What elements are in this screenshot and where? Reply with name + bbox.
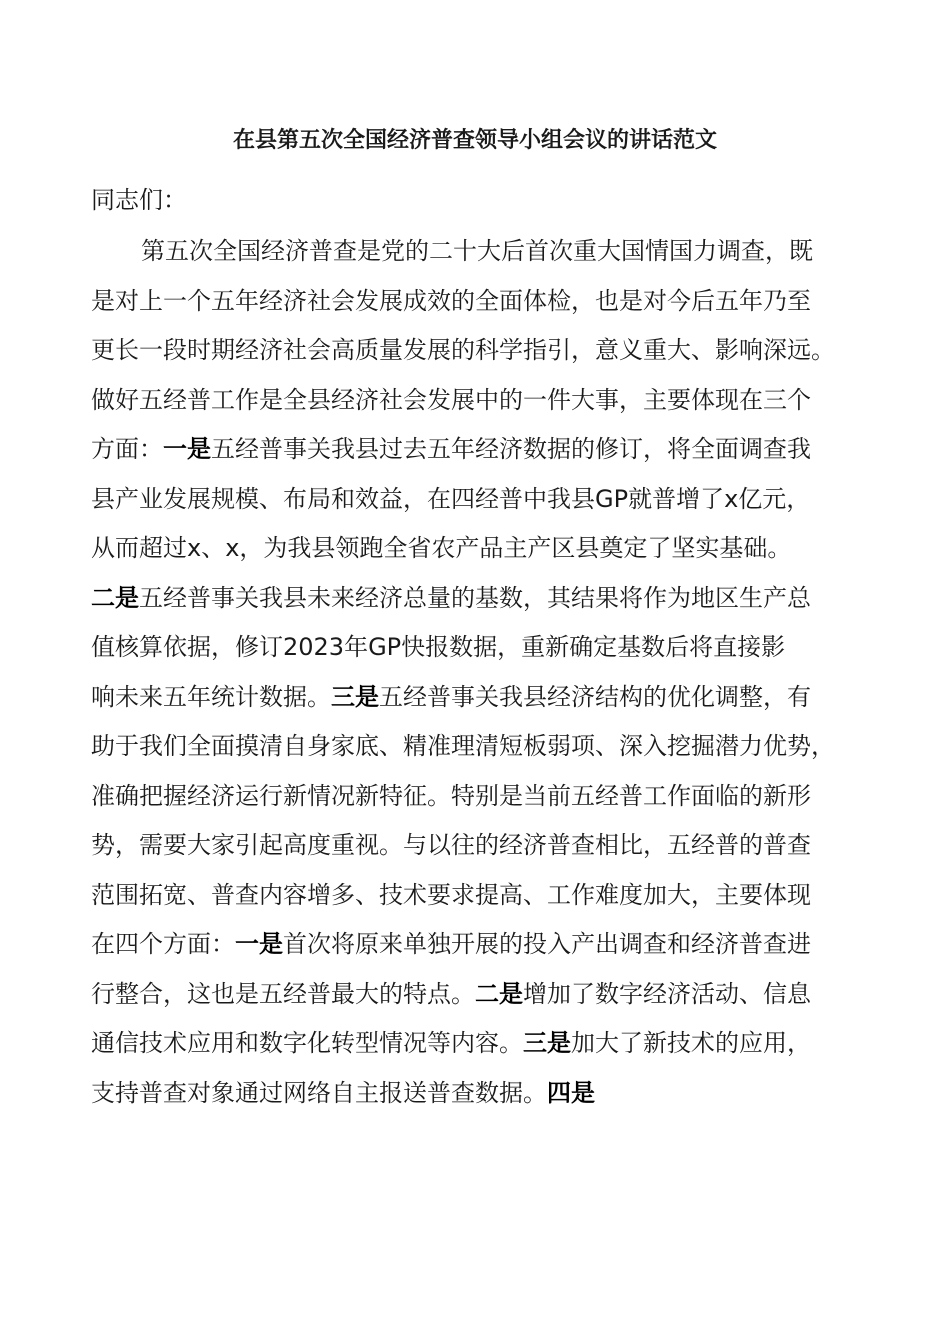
text-line — [91, 277, 881, 327]
body-paragraph — [91, 227, 881, 1118]
text-segment: 势，需要大家引起高度重视。与以往的经济普查相比，五经普的普查 — [91, 831, 811, 859]
text-segment: 在四个方面： — [91, 930, 235, 958]
text-line — [91, 425, 881, 475]
text-segment: 通信技术应用和数字化转型情况等内容。 — [91, 1029, 523, 1057]
text-segment: 从而超过x、x，为我县领跑全省农产品主产区县奠定了坚实基础。 — [91, 534, 792, 562]
document-title: 在县第五次全国经济普查领导小组会议的讲话范文 — [232, 128, 717, 153]
text-line — [91, 871, 881, 921]
text-segment: 更长一段时期经济社会高质量发展的科学指引，意义重大、影响深远。 — [91, 336, 835, 364]
text-segment: 支持普查对象通过网络自主报送普查数据。 — [91, 1078, 547, 1107]
text-segment: 第五次全国经济普查是党的二十大后首次重大国情国力调查，既 — [141, 237, 813, 265]
text-line — [91, 772, 881, 822]
bold-marker: 三是 — [331, 682, 379, 711]
text-segment: 增加了数字经济活动、信息 — [523, 979, 811, 1008]
text-segment: 五经普事关我县过去五年经济数据的修订，将全面调查我 — [211, 435, 811, 463]
text-segment: 五经普事关我县经济结构的优化调整，有 — [379, 682, 811, 711]
text-segment: 响未来五年统计数据。 — [91, 682, 331, 711]
bold-marker: 二是 — [475, 979, 523, 1008]
text-line — [91, 673, 881, 723]
text-line — [91, 1069, 881, 1119]
bold-marker: 三是 — [523, 1029, 571, 1057]
text-segment: 五经普事关我县未来经济总量的基数，其结果将作为地区生产总 — [139, 583, 811, 612]
text-line — [91, 574, 881, 624]
bold-marker: 二是 — [91, 583, 139, 612]
text-segment: 是对上一个五年经济社会发展成效的全面体检，也是对今后五年乃至 — [91, 286, 811, 315]
text-segment: 加大了新技术的应用， — [571, 1029, 811, 1057]
text-segment: 值核算依据，修订2023年GP快报数据，重新确定基数后将直接影 — [91, 633, 786, 661]
text-line — [91, 623, 881, 673]
text-segment: 首次将原来单独开展的投入产出调查和经济普查进 — [283, 930, 811, 958]
greeting: 同志们： — [91, 186, 187, 214]
text-segment: 方面： — [91, 435, 163, 463]
text-segment: 助于我们全面摸清自身家底、精准理清短板弱项、深入挖掘潜力优势， — [91, 732, 835, 760]
text-segment: 行整合，这也是五经普最大的特点。 — [91, 979, 475, 1008]
text-line — [91, 227, 881, 277]
text-line — [91, 524, 881, 574]
text-line — [91, 920, 881, 970]
text-line — [91, 475, 881, 525]
text-segment: 做好五经普工作是全县经济社会发展中的一件大事，主要体现在三个 — [91, 385, 811, 414]
text-line — [91, 722, 881, 772]
bold-marker: 一是 — [163, 435, 211, 463]
text-line — [91, 821, 881, 871]
text-line — [91, 1019, 881, 1069]
text-segment: 县产业发展规模、布局和效益，在四经普中我县GP就普增了x亿元， — [91, 484, 811, 513]
bold-marker: 一是 — [235, 930, 283, 958]
text-segment: 范围拓宽、普查内容增多、技术要求提高、工作难度加大，主要体现 — [91, 880, 811, 909]
text-line — [91, 326, 881, 376]
text-line — [91, 970, 881, 1020]
bold-marker: 四是 — [547, 1078, 595, 1107]
text-segment: 准确把握经济运行新情况新特征。特别是当前五经普工作面临的新形 — [91, 781, 811, 810]
text-line — [91, 376, 881, 426]
